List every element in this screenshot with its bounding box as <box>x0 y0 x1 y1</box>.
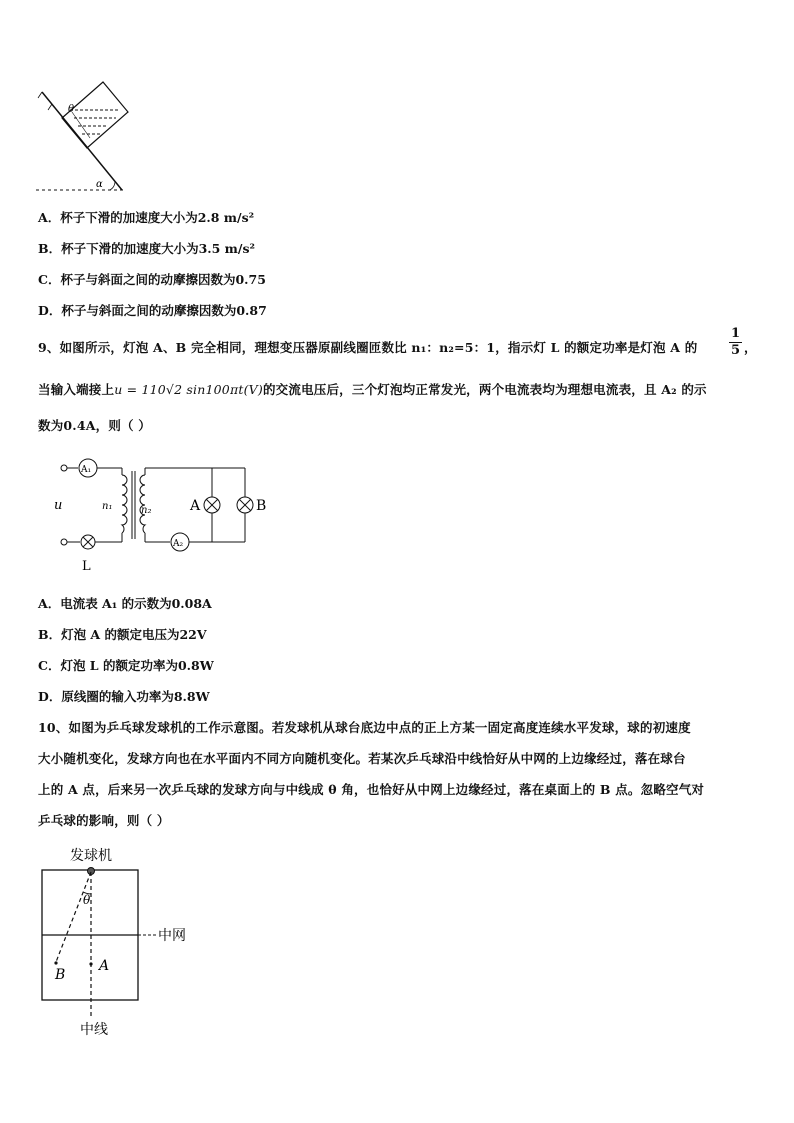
point-b-dot <box>54 961 57 964</box>
lamp-l-label: L <box>82 559 91 574</box>
lamp-b-label: B <box>256 498 267 514</box>
point-a-label: A <box>99 958 110 974</box>
q9-option-d: D．原线圈的输入功率为8.8W <box>38 689 210 704</box>
n2-label: n₂ <box>141 505 152 516</box>
q9-line1-text: 9、如图所示，灯泡 A、B 完全相同，理想变压器原副线圈匝数比 n₁：n₂=5：1，指示灯 L 的额定功率是灯泡 A 的 <box>38 340 698 355</box>
terminal-top <box>61 465 67 471</box>
n1-label: n₁ <box>102 501 113 512</box>
terminal-bottom <box>61 539 67 545</box>
net-label: 中网 <box>158 928 186 944</box>
q9-fraction-num: 1 <box>731 326 741 341</box>
ping-pong-table-figure <box>38 842 208 1037</box>
q9-fraction <box>729 326 742 359</box>
q10-line1: 10、如图为乒乓球发球机的工作示意图。若发球机从球台底边中点的正上方某一固定高度连续水平发球，球的初速度 <box>38 720 691 735</box>
q9-line3: 数为0.4A，则（ ） <box>38 418 151 433</box>
q10-line3: 上的 A 点，后来另一次乒乓球的发球方向与中线成 θ 角，也恰好从中网上边缘经过，落在桌面上的 B 点。忽略空气对 <box>38 782 705 797</box>
transformer-circuit-figure <box>50 455 280 575</box>
machine-label: 发球机 <box>70 848 112 864</box>
incline-line <box>42 92 122 190</box>
incline-cup-figure <box>30 78 140 196</box>
q9-option-b: B．灯泡 A 的额定电压为22V <box>38 627 207 642</box>
centerline-label: 中线 <box>80 1022 108 1037</box>
q9-line2-pre: 当输入端接上 <box>38 382 115 397</box>
point-b-label: B <box>55 967 66 983</box>
q9-line2-math: u = 110√2 sin100πt(V) <box>114 382 263 397</box>
q9-frac-tail: ， <box>744 340 757 355</box>
q10-line4: 乒乓球的影响，则（ ） <box>38 813 170 828</box>
ammeter-a1-label: A₁ <box>81 465 92 475</box>
q9-option-a: A．电流表 A₁ 的示数为0.08A <box>38 596 212 611</box>
q8-option-a: A．杯子下滑的加速度大小为2.8 m/s² <box>38 210 255 225</box>
ammeter-a2-label: A₂ <box>173 539 184 549</box>
secondary-coil <box>140 475 145 533</box>
ball-path-b <box>56 872 91 962</box>
lamp-a-label: A <box>190 498 201 514</box>
point-a-dot <box>89 962 92 965</box>
alpha-label: α <box>96 179 103 190</box>
cup-outline <box>62 82 128 148</box>
q9-line2-post: 的交流电压后，三个灯泡均正常发光，两个电流表均为理想电流表，且 A₂ 的示 <box>262 382 707 397</box>
u-label: u <box>54 498 63 513</box>
q9-line2 <box>38 380 707 398</box>
theta-label: θ <box>68 104 75 115</box>
q10-line2: 大小随机变化，发球方向也在水平面内不同方向随机变化。若某次乒乓球沿中线恰好从中网的上边缘经过，落在球台 <box>38 751 686 766</box>
q8-option-d: D．杯子与斜面之间的动摩擦因数为0.87 <box>38 303 267 318</box>
primary-coil <box>122 475 127 533</box>
q9-fraction-den: 5 <box>731 343 741 358</box>
q9-option-c: C．灯泡 L 的额定功率为0.8W <box>38 658 214 673</box>
q8-option-c: C．杯子与斜面之间的动摩擦因数为0.75 <box>38 272 266 287</box>
theta-angle-label: θ <box>83 893 91 907</box>
q9-line1 <box>38 338 697 356</box>
q8-option-b: B．杯子下滑的加速度大小为3.5 m/s² <box>38 241 255 256</box>
